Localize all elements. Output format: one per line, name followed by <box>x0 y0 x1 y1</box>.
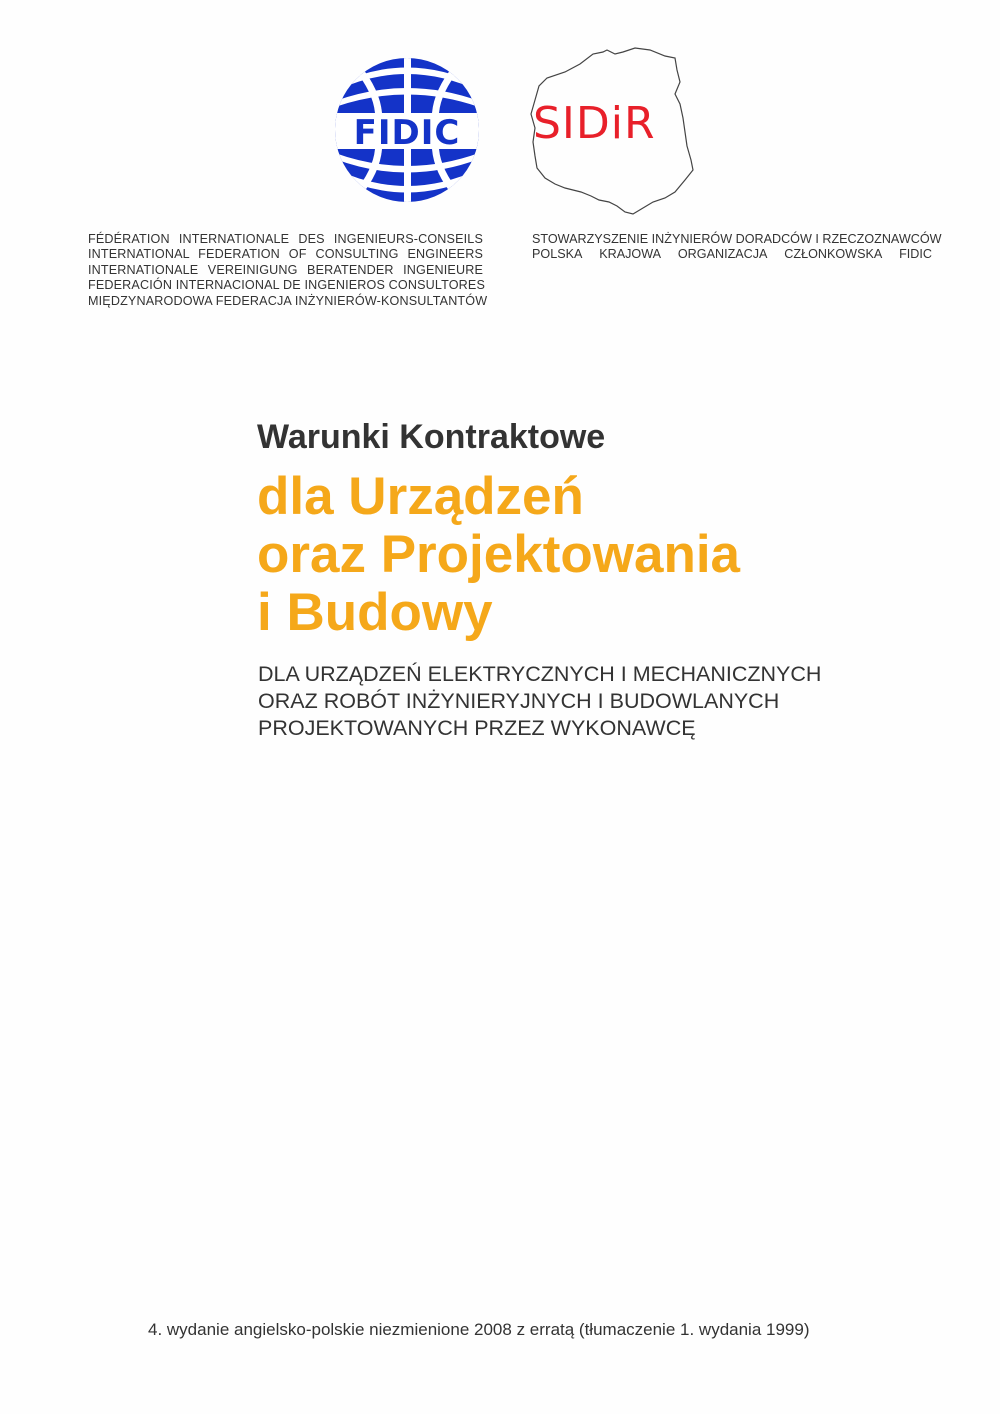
edition-note: 4. wydanie angielsko-polskie niezmienione 2008 z erratą (tłumaczenie 1. wydania 1999) <box>148 1320 810 1339</box>
fidic-name-line: MIĘDZYNARODOWA FEDERACJA INŻYNIERÓW-KONSULTANTÓW <box>88 293 488 308</box>
sidir-logo-text: SIDiR <box>533 98 656 149</box>
subtitle-line: DLA URZĄDZEŃ ELEKTRYCZNYCH I MECHANICZNYCH <box>258 662 822 686</box>
subtitle-line: ORAZ ROBÓT INŻYNIERYJNYCH I BUDOWLANYCH <box>258 689 780 713</box>
sidir-organization-names <box>532 232 942 263</box>
subtitle-line: PROJEKTOWANYCH PRZEZ WYKONAWCĘ <box>258 716 696 740</box>
fidic-logo <box>330 55 485 205</box>
fidic-name-line: INTERNATIONALE VEREINIGUNG BERATENDER INGENIEURE <box>88 262 483 277</box>
fidic-name-line: FEDERACIÓN INTERNACIONAL DE INGENIEROS CONSULTORES <box>88 278 486 293</box>
main-title-line: dla Urządzeń <box>257 467 584 526</box>
sidir-name-line: STOWARZYSZENIE INŻYNIERÓW DORADCÓW I RZECZOZNAWCÓW <box>532 232 942 246</box>
document-heading: Warunki Kontraktowe <box>257 418 606 456</box>
main-title-line: oraz Projektowania <box>257 525 741 584</box>
document-subtitle <box>258 661 821 742</box>
fidic-organization-names <box>88 232 488 309</box>
main-title-line: i Budowy <box>257 583 493 642</box>
fidic-logo-text: FIDIC <box>353 113 461 153</box>
fidic-name-line: FÉDÉRATION INTERNATIONALE DES INGENIEURS-CONSEILS <box>88 232 483 246</box>
sidir-name-line: POLSKA KRAJOWA ORGANIZACJA CZŁONKOWSKA FIDIC <box>532 247 932 262</box>
document-main-title <box>257 468 740 642</box>
fidic-name-line: INTERNATIONAL FEDERATION OF CONSULTING ENGINEERS <box>88 247 483 262</box>
